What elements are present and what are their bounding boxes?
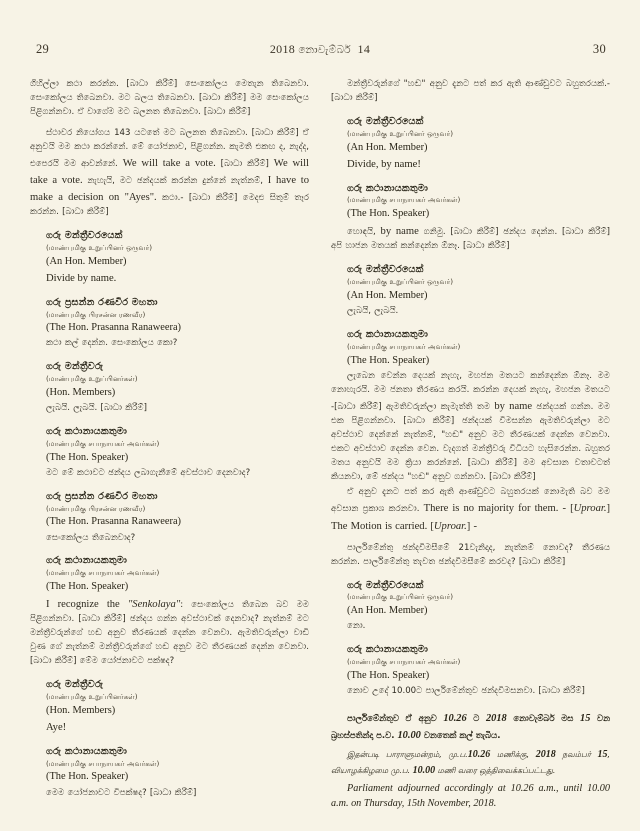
speaker-heading xyxy=(30,296,309,336)
so143-text-b: [බාධා කිරීම්] xyxy=(215,158,274,169)
adj-tam-time-1: 10.26 xyxy=(467,749,491,761)
speaker-name-english: (The Hon. Prasanna Ranaweera) xyxy=(46,516,182,528)
speaker-heading xyxy=(30,425,309,465)
speaker-name-sinhala: ගරු කථානායකතුමා xyxy=(46,426,128,438)
paragraph-standing-order-143 xyxy=(30,127,309,220)
adj-sin-d: වන බ්‍රහස්පතින්දා ප.ව. xyxy=(331,713,610,741)
speaker-name-english: (An Hon. Member) xyxy=(46,255,127,267)
paragraph-continuation: ගිහිල්ලා කථා කරන්න. [බාධා කිරීම්] සෙංකෝලය මෙතැන තිබෙනවා. සෙංකෝලය තිබෙනවා. මට බලය තිබෙනවා. [බාධා කිරීම්] මම සෙංකෝලය පිළිගන්නවා. ඒ වාගේම මට බලනත තිබෙනවා. [බාධා කිරීම්] xyxy=(30,79,309,117)
adj-tam-e: மணி வரை ஒத்திவைக்கப்பட்டது. xyxy=(435,766,556,776)
speaker-heading xyxy=(331,182,610,222)
speech-text: සෙංකෝලය තිබෙනවාද? xyxy=(46,532,136,543)
adj-sin-year: 2018 xyxy=(485,712,507,724)
speaker-name-english: (The Hon. Speaker) xyxy=(347,669,430,681)
senkolaya-lead: I recognize the xyxy=(46,599,128,611)
speaker-name-tamil: (மாண்புமிகு உறுப்பினர் ஒருவர்) xyxy=(347,128,454,138)
speaker-name-english: (An Hon. Member) xyxy=(347,605,428,617)
adj-tam-a: இதன்படி பாராளுமன்றம், மு.ப. xyxy=(347,750,468,760)
right-column xyxy=(331,78,610,811)
adjournment-tamil xyxy=(331,747,610,779)
adj-sin-c: නොවැම්බර් මස xyxy=(506,713,580,724)
adjournment-sinhala xyxy=(331,711,610,744)
speech-text-aye: Aye! xyxy=(46,721,67,733)
speaker-heading xyxy=(30,554,309,594)
speaker-name-sinhala: ගරු කථානායකතුමා xyxy=(347,329,429,341)
long-a: ලැබෙන වෙන්න දෙයක් නැහැ, මහජන මතයට කන්දෙන්න ඕනෑ. මම නොහැරයි. මම ජනතා තීරණය කරයි. කරන්න දෙයක් නැහැ, මහජන මතයට -[බාධා කිරීම්] ඇමතිවරුන්ලා කැමැත්ති තම xyxy=(331,370,610,412)
speaker-heading xyxy=(30,678,309,718)
speaker-name-tamil: (மாண்புமிகு உறுப்பினர் ஒருவர்) xyxy=(46,242,153,252)
two-column-body xyxy=(30,78,610,811)
speaker-name-english: (The Hon. Speaker) xyxy=(46,771,129,783)
page-header xyxy=(30,42,610,64)
speaker-name-tamil: (மாண்புமிகு உறுப்பினர்கள்) xyxy=(46,692,138,702)
speech-text-byname xyxy=(331,223,610,254)
speaker-name-sinhala: ගරු මන්ත්‍රීවරු xyxy=(46,361,104,373)
speaker-name-sinhala: ගරු මන්ත්‍රීවරයෙක් xyxy=(347,264,424,276)
header-date-month: නොවැම්බර් xyxy=(298,44,351,56)
uproar-2: Uproar. xyxy=(433,520,467,532)
speaker-name-sinhala: ගරු කථානායකතුමා xyxy=(46,745,128,757)
so143-text-c: නැහැයි, මට ඡන්දයක් කරන්න දුන්නේ නැත්නම්, xyxy=(82,175,268,186)
speaker-heading xyxy=(331,115,610,155)
so143-en-3: I have to make a decision on "Ayes". xyxy=(30,174,309,203)
long-b: ඡන්දයක් ගන්න. මම එක පිළිගන්නවා. [බාධා කිරීම්] ඡන්දයක් විමසන්න ඇමතිවරුන්ලා මට අවස්ථාව දෙන්නේ නැත්නම්, "හඬ" අනුව මට තීරණයක් දෙන්න වෙනවා. එකට අවස්ථාව දෙන්න වෙන. වැදගත් මන්ත්‍රීවරු විධියට හැසිරෙන්න. බහුතර මතය අනුවයි මම ක්‍රියා කරන්නේ. [බාධා කිරීම්] මම අවසාන වතාවටත් කියනවා, මේ ඡන්දය "හඬ" අනුව ගන්නවා. [බාධා කිරීම්] xyxy=(331,401,611,482)
majority-en-2: ] The Motion is carried. [ xyxy=(331,503,611,532)
speaker-name-sinhala: ගරු මන්ත්‍රීවරයෙක් xyxy=(46,230,123,241)
speaker-name-english: (The Hon. Prasanna Ranaweera) xyxy=(46,322,182,334)
adj-sin-a: පාර්ලිමේන්තුව ඒ අනුව xyxy=(347,713,444,724)
speaker-heading xyxy=(30,360,309,400)
speaker-name-tamil: (மாண்புமிகு சபாநாயகர் அவர்கள்) xyxy=(46,758,160,768)
adj-sin-day: 15 xyxy=(580,712,591,724)
paragraph-21st: පාර්ලිමේන්තු ඡන්දවිමසීමේ 21වැනිදාද, නැත්නම් නොවද? තීරණය කරන්න. පාර්ලිමේන්තු තැවත ඡන්දවිමසීමේ කරවද? [බාධා කිරීම්] xyxy=(331,542,610,567)
header-date-year: 2018 xyxy=(269,42,296,56)
speaker-heading xyxy=(331,263,610,303)
adj-sin-e: වනතෙක් කල් තැබිය. xyxy=(420,730,501,741)
speech-text: මෙම යෝජනාවට විපක්ෂද? [බාධා කිරීම්] xyxy=(46,787,197,798)
speaker-name-english: (The Hon. Speaker) xyxy=(46,581,129,593)
header-date xyxy=(30,42,610,57)
speaker-name-tamil: (மாண்புமிகு உறுப்பினர் ஒருவர்) xyxy=(347,592,454,602)
speech-text: ලැබයි, ලැබයි. xyxy=(347,306,399,317)
byname-b: ගනිමු. [බාධා කිරීම්] ඡන්දය දෙන්න. [බාධා කිරීම්] අපි හාජන මතයක් කන්දෙන්න ඕනෑ. [බාධා කිරීම්] xyxy=(331,227,611,252)
speech-text: Divide by name. xyxy=(46,272,117,284)
paragraph-motion-carried xyxy=(331,486,610,534)
senkolaya-tail: : සෙංකෝලය තිබෙන බව මම පිළිගන්නවා. [බාධා කිරීම්] ඡන්දය ගන්න අවස්ථාවක් දෙනවාද? නැත්නම් මට මන්ත්‍රීවරුන්ගේ හඬ අනුව තීරණයක් දෙන්න වෙනවා. ඇමතිවරුන්ලා වාඩි වුණ ගේ නැත්නම් මන්ත්‍රීවරුන්ගේ හඬ අනුව මට තීරණයක් දෙන්න වෙනවා. [බාධා කිරීම්] මේම යෝජනාවට පක්ෂද? xyxy=(30,600,309,667)
speaker-name-tamil: (மாண்புமிகு உறுப்பினர்கள்) xyxy=(46,374,138,384)
adj-sin-b: ට xyxy=(466,713,486,724)
speaker-name-sinhala: ගරු කථානායකතුමා xyxy=(347,182,429,194)
speaker-name-english: (An Hon. Member) xyxy=(347,141,428,153)
speaker-name-tamil: (மாண்புமிகு சபாநாயகர் அவர்கள்) xyxy=(46,438,160,448)
so143-text-d: කථා.- [බාධා කිරීම්] මෙදළු සිතුම් තෑර කරන්න. [බාධා කිරීම්] xyxy=(30,192,309,218)
majority-sin: ඒ අනුව දැනට පත් කර ඇති ආණ්ඩුවට බහුතරයක් නොමැති බව මම අවසාන ප්‍රකාශ කරනවා. xyxy=(331,487,610,515)
speaker-heading xyxy=(331,643,610,683)
speech-text: නො. xyxy=(347,621,366,632)
majority-en-3: ] - xyxy=(466,520,477,532)
speech-text: ලැබයි. ලැබයි. [බාධා කිරීම්] xyxy=(46,403,147,414)
adj-sin-time-2: 10.00 xyxy=(397,729,421,741)
speech-text: කථා කල් දෙන්න. සෙංකෝලය කො? xyxy=(46,338,178,349)
speaker-name-tamil: (மாண்புமிகு சபாநாயகர் அவர்கள்) xyxy=(347,657,461,667)
speaker-heading xyxy=(30,745,309,785)
speaker-name-english: (Hon. Members) xyxy=(46,704,116,716)
speaker-name-tamil: (மாண்புமிகு சபாநாயகர் அவர்கள்) xyxy=(46,568,160,578)
speaker-heading xyxy=(30,490,309,530)
speaker-name-sinhala: ගරු මන්ත්‍රීවරු xyxy=(46,679,104,691)
adj-tam-day: 15 xyxy=(597,749,608,761)
speaker-name-sinhala: ගරු ප්‍රසන්න රණවීර මහතා xyxy=(46,490,158,502)
adj-tam-year: 2018 xyxy=(535,749,556,761)
speech-text-senkolaya xyxy=(30,596,309,669)
speaker-name-tamil: (மாண்புமிகு பிரசன்ன ரணவீர) xyxy=(46,503,146,513)
speech-text: මට මේ කථාවට ඡන්දය ලබාගැනීමේ අවස්ථාව දෙනවාද? xyxy=(46,467,251,478)
speaker-name-english: (The Hon. Speaker) xyxy=(347,354,430,366)
speaker-name-tamil: (மாண்புமிகு பிரசன்ன ரணவீர) xyxy=(46,309,146,319)
speech-text: නොව උදේ 10.00ට පාර්ලිමේන්තුව ඡන්දවිමසනවා. [බාධා කිරීම්] xyxy=(347,686,585,697)
so143-text-a: ස්ථාවර නියෝගය 143 යටතේ මට බලනත තිබෙනවා. [බාධා කිරීම්] ඒ අනුවයි මම කථා කරන්නේ. මේ යෝජනාව, පිළිගන්න. කැමති එකඟ ද, නැද්ද, එපෙරයි මම ආවන්නේ. xyxy=(30,127,309,169)
speaker-heading xyxy=(331,328,610,368)
left-column xyxy=(30,78,309,802)
so143-en-1: We will take a vote. xyxy=(122,157,216,169)
speaker-name-tamil: (மாண்புமிகு உறுப்பினர் ஒருவர்) xyxy=(347,277,454,287)
speaker-name-sinhala: ගරු කථානායකතුමා xyxy=(46,555,128,567)
adj-tam-b: மணிக்கு, xyxy=(490,750,536,760)
adjournment-english: Parliament adjourned accordingly at 10.26 a.m., until 10.00 a.m. on Thursday, 15th November, 2018. xyxy=(331,783,610,809)
speaker-name-english: (Hon. Members) xyxy=(46,387,116,399)
adj-sin-time-1: 10.26 xyxy=(443,712,467,724)
speaker-heading xyxy=(30,229,309,269)
speaker-name-sinhala: ගරු මන්ත්‍රීවරයෙක් xyxy=(347,579,424,591)
so143-en-2: We will take a vote. xyxy=(30,157,309,186)
speech-text-long xyxy=(331,370,610,485)
long-en: by name xyxy=(494,400,533,412)
speaker-name-sinhala: ගරු කථානායකතුමා xyxy=(347,644,429,656)
majority-en-1: There is no majority for them. - [ xyxy=(423,503,574,515)
folio-number-right: 30 xyxy=(592,42,606,56)
byname-en: by name xyxy=(380,226,419,238)
speaker-name-tamil: (மாண்புமிகு சபாநாயகர் அவர்கள்) xyxy=(347,195,461,205)
speech-text-divide: Divide, by name! xyxy=(347,158,421,170)
adj-tam-d: , வியாழக்கிழமை மு.ப. xyxy=(331,750,610,776)
speaker-name-english: (The Hon. Speaker) xyxy=(347,208,430,220)
page-content-area xyxy=(30,42,611,809)
adj-tam-time-2: 10.00 xyxy=(412,765,436,777)
paragraph-continuation-top: මන්ත්‍රීවරුන්ගේ "හඬ" අනුව දැනට පත් කර ඇති ආණ්ඩුවට බහුතරයක්.- [බාධා කිරීම්] xyxy=(331,79,610,103)
speaker-heading xyxy=(331,579,610,619)
speaker-name-sinhala: ගරු ප්‍රසන්න රණවීර මහතා xyxy=(46,296,158,308)
byname-a: හොඳයි, xyxy=(347,227,381,238)
speaker-name-english: (An Hon. Member) xyxy=(347,290,428,302)
speaker-name-english: (The Hon. Speaker) xyxy=(46,451,129,463)
header-date-day: 14 xyxy=(357,42,371,56)
speaker-name-tamil: (மாண்புமிகு சபாநாயகர் அவர்கள்) xyxy=(347,341,461,351)
adjournment-note xyxy=(331,711,610,811)
speaker-name-sinhala: ගරු මන්ත්‍රීවරයෙක් xyxy=(347,115,424,127)
adj-tam-c: நவம்பர் xyxy=(555,750,598,760)
folio-number-left: 29 xyxy=(36,42,50,56)
senkolaya-term: "Senkolaya" xyxy=(127,599,181,611)
uproar-1: Uproar. xyxy=(573,503,607,515)
